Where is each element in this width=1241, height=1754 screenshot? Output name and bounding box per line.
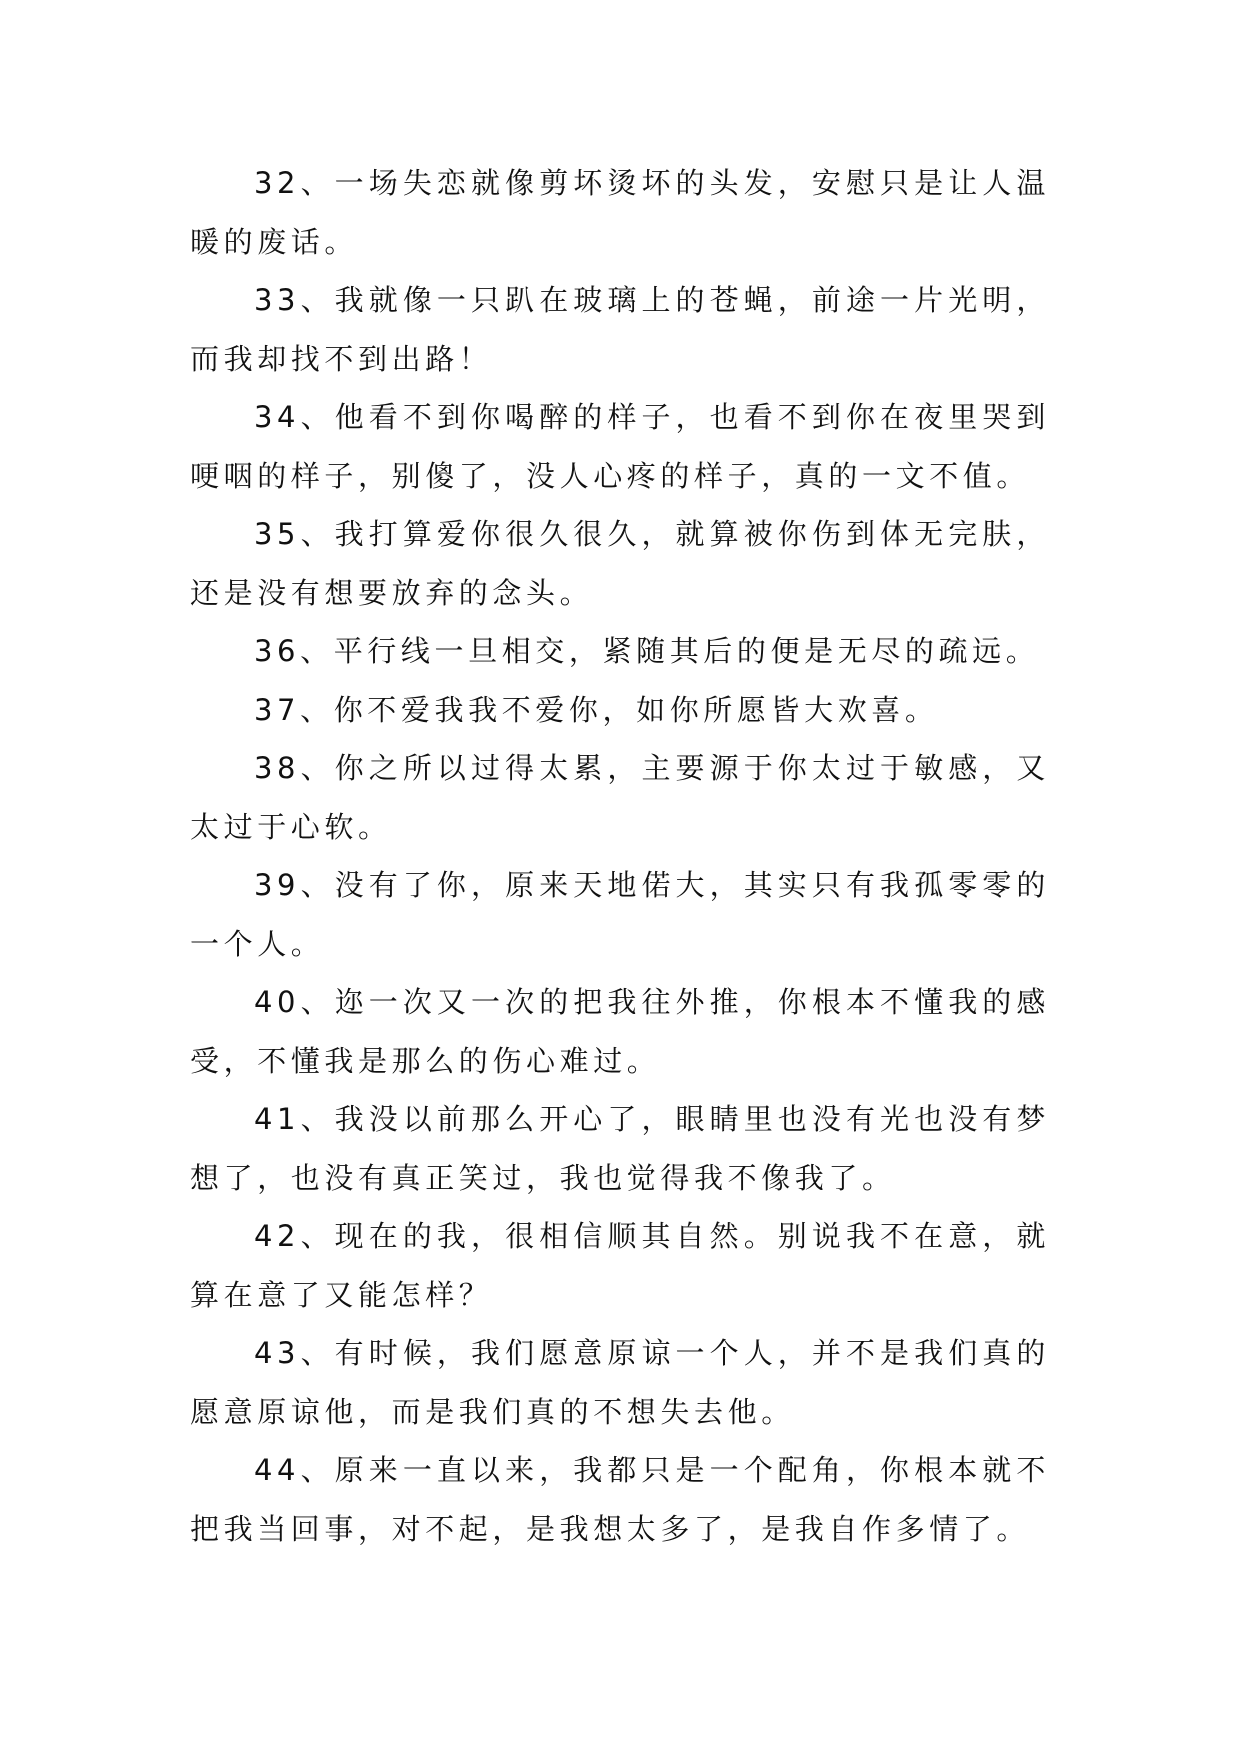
paragraph-42: 42、现在的我，很相信顺其自然。别说我不在意，就算在意了又能怎样？: [190, 1219, 1050, 1312]
paragraph-34: 34、他看不到你喝醉的样子，也看不到你在夜里哭到哽咽的样子，别傻了，没人心疼的样子，真的一文不值。: [190, 400, 1050, 493]
paragraph-32: 32、一场失恋就像剪坏烫坏的头发，安慰只是让人温暖的废话。: [190, 166, 1050, 259]
paragraph-38: 38、你之所以过得太累，主要源于你太过于敏感，又太过于心软。: [190, 751, 1050, 844]
document-body: [190, 154, 1050, 1558]
paragraph-40: 40、迩一次又一次的把我往外推，你根本不懂我的感受，不懂我是那么的伤心难过。: [190, 985, 1050, 1078]
paragraph-36: 36、平行线一旦相交，紧随其后的便是无尽的疏远。: [254, 634, 1040, 668]
paragraph-44: 44、原来一直以来，我都只是一个配角，你根本就不把我当回事，对不起，是我想太多了，是我自作多情了。: [190, 1453, 1050, 1546]
paragraph-39: 39、没有了你，原来天地偌大，其实只有我孤零零的一个人。: [190, 868, 1050, 961]
paragraph-37: 37、你不爱我我不爱你，如你所愿皆大欢喜。: [254, 692, 939, 727]
paragraph-43: 43、有时候，我们愿意原谅一个人，并不是我们真的愿意原谅他，而是我们真的不想失去他。: [190, 1336, 1050, 1429]
paragraph-35: 35、我打算爱你很久很久，就算被你伤到体无完肤，还是没有想要放弃的念头。: [190, 517, 1050, 610]
paragraph-33: 33、我就像一只趴在玻璃上的苍蝇，前途一片光明，而我却找不到出路！: [190, 283, 1050, 376]
paragraph-41: 41、我没以前那么开心了，眼睛里也没有光也没有梦想了，也没有真正笑过，我也觉得我不像我了。: [190, 1102, 1050, 1195]
